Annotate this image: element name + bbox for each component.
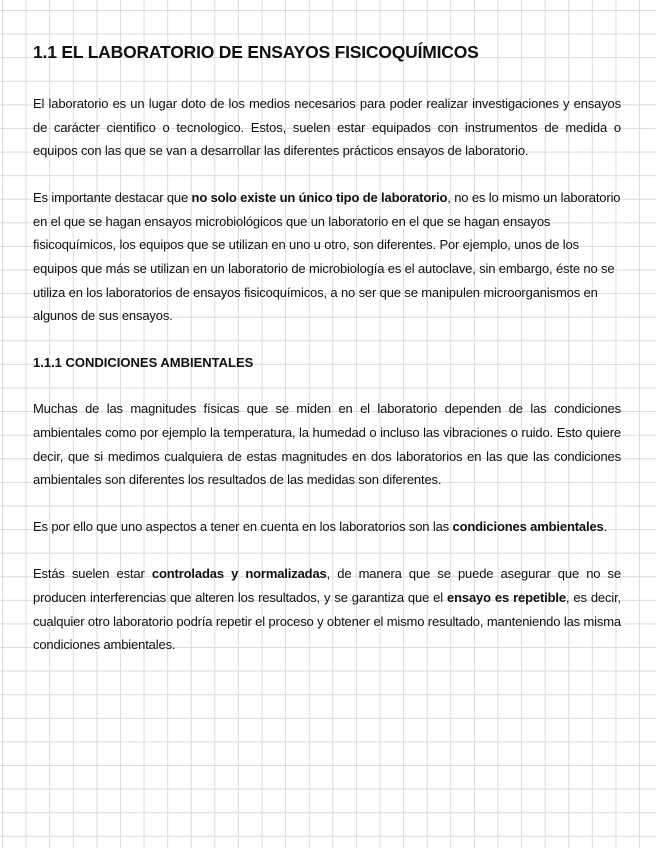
p5-text-2: , de manera que se puede asegurar que no se producen interferencias que alteren los resultados, y se garantiza que el (33, 566, 621, 605)
p4-text-2: . (603, 519, 608, 535)
paragraph-physical-magnitudes: Muchas de las magnitudes físicas que se miden en el laboratorio dependen de las condiciones ambientales como por ejemplo la temperatura, la humedad o incluso las vibraciones o ruido. Esto quiere decir, que si medimos cualquiera de estas magnitudes en dos laboratorios en las que las condiciones ambientales son diferentes los resultados de las medidas son diferentes. (33, 401, 621, 488)
p5-bold-2: ensayo es repetible (447, 589, 566, 605)
p4-text-1: Es por ello que uno aspectos a tener en cuenta en los laboratorios son las (33, 519, 453, 535)
p5-text-3: , es decir, cualquier otro laboratorio podría repetir el proceso y obtener el mismo resultado, manteniendo las misma condiciones ambientales. (33, 589, 621, 653)
p2-bold-1: no solo existe un único tipo de laboratorio (191, 190, 448, 206)
document-page (33, 38, 621, 680)
paragraph-controlled-conditions (33, 562, 621, 656)
p2-text-1: Es importante destacar que (33, 190, 192, 206)
paragraph-environmental-aspects (33, 515, 621, 539)
paragraph-laboratory-definition: El laboratorio es un lugar doto de los medios necesarios para poder realizar investigaciones y ensayos de carácter cientifico o tecnologico. Estos, suelen estar equipados con instrumentos de medida o equipos con las que se van a desarrollar las diferentes prácticos ensayos de laboratorio. (33, 96, 621, 159)
p5-text-1: Estás suelen estar (33, 566, 152, 582)
p2-text-2: , no es lo mismo un laboratorio en el que se hagan ensayos microbiológicos que un laboratorio en el que se hagan ensayos fisicoquímicos, los equipos que se utilizan en uno u otro, son diferentes. Por ejemplo, unos de los equipos que más se utilizan en un laboratorio de microbiología es el autoclave, sin embargo, éste no se utiliza en los laboratorios de ensayos fisicoquímicos, a no ser que se manipulen microorganismos en algunos de sus ensayos. (33, 190, 621, 324)
paragraph-laboratory-types (33, 186, 621, 328)
main-heading: 1.1 EL LABORATORIO DE ENSAYOS FISICOQUÍMICOS (33, 42, 479, 62)
p4-bold-1: condiciones ambientales (452, 519, 604, 535)
subheading-environmental-conditions: 1.1.1 CONDICIONES AMBIENTALES (33, 355, 254, 371)
p5-bold-1: controladas y normalizadas (151, 566, 327, 582)
